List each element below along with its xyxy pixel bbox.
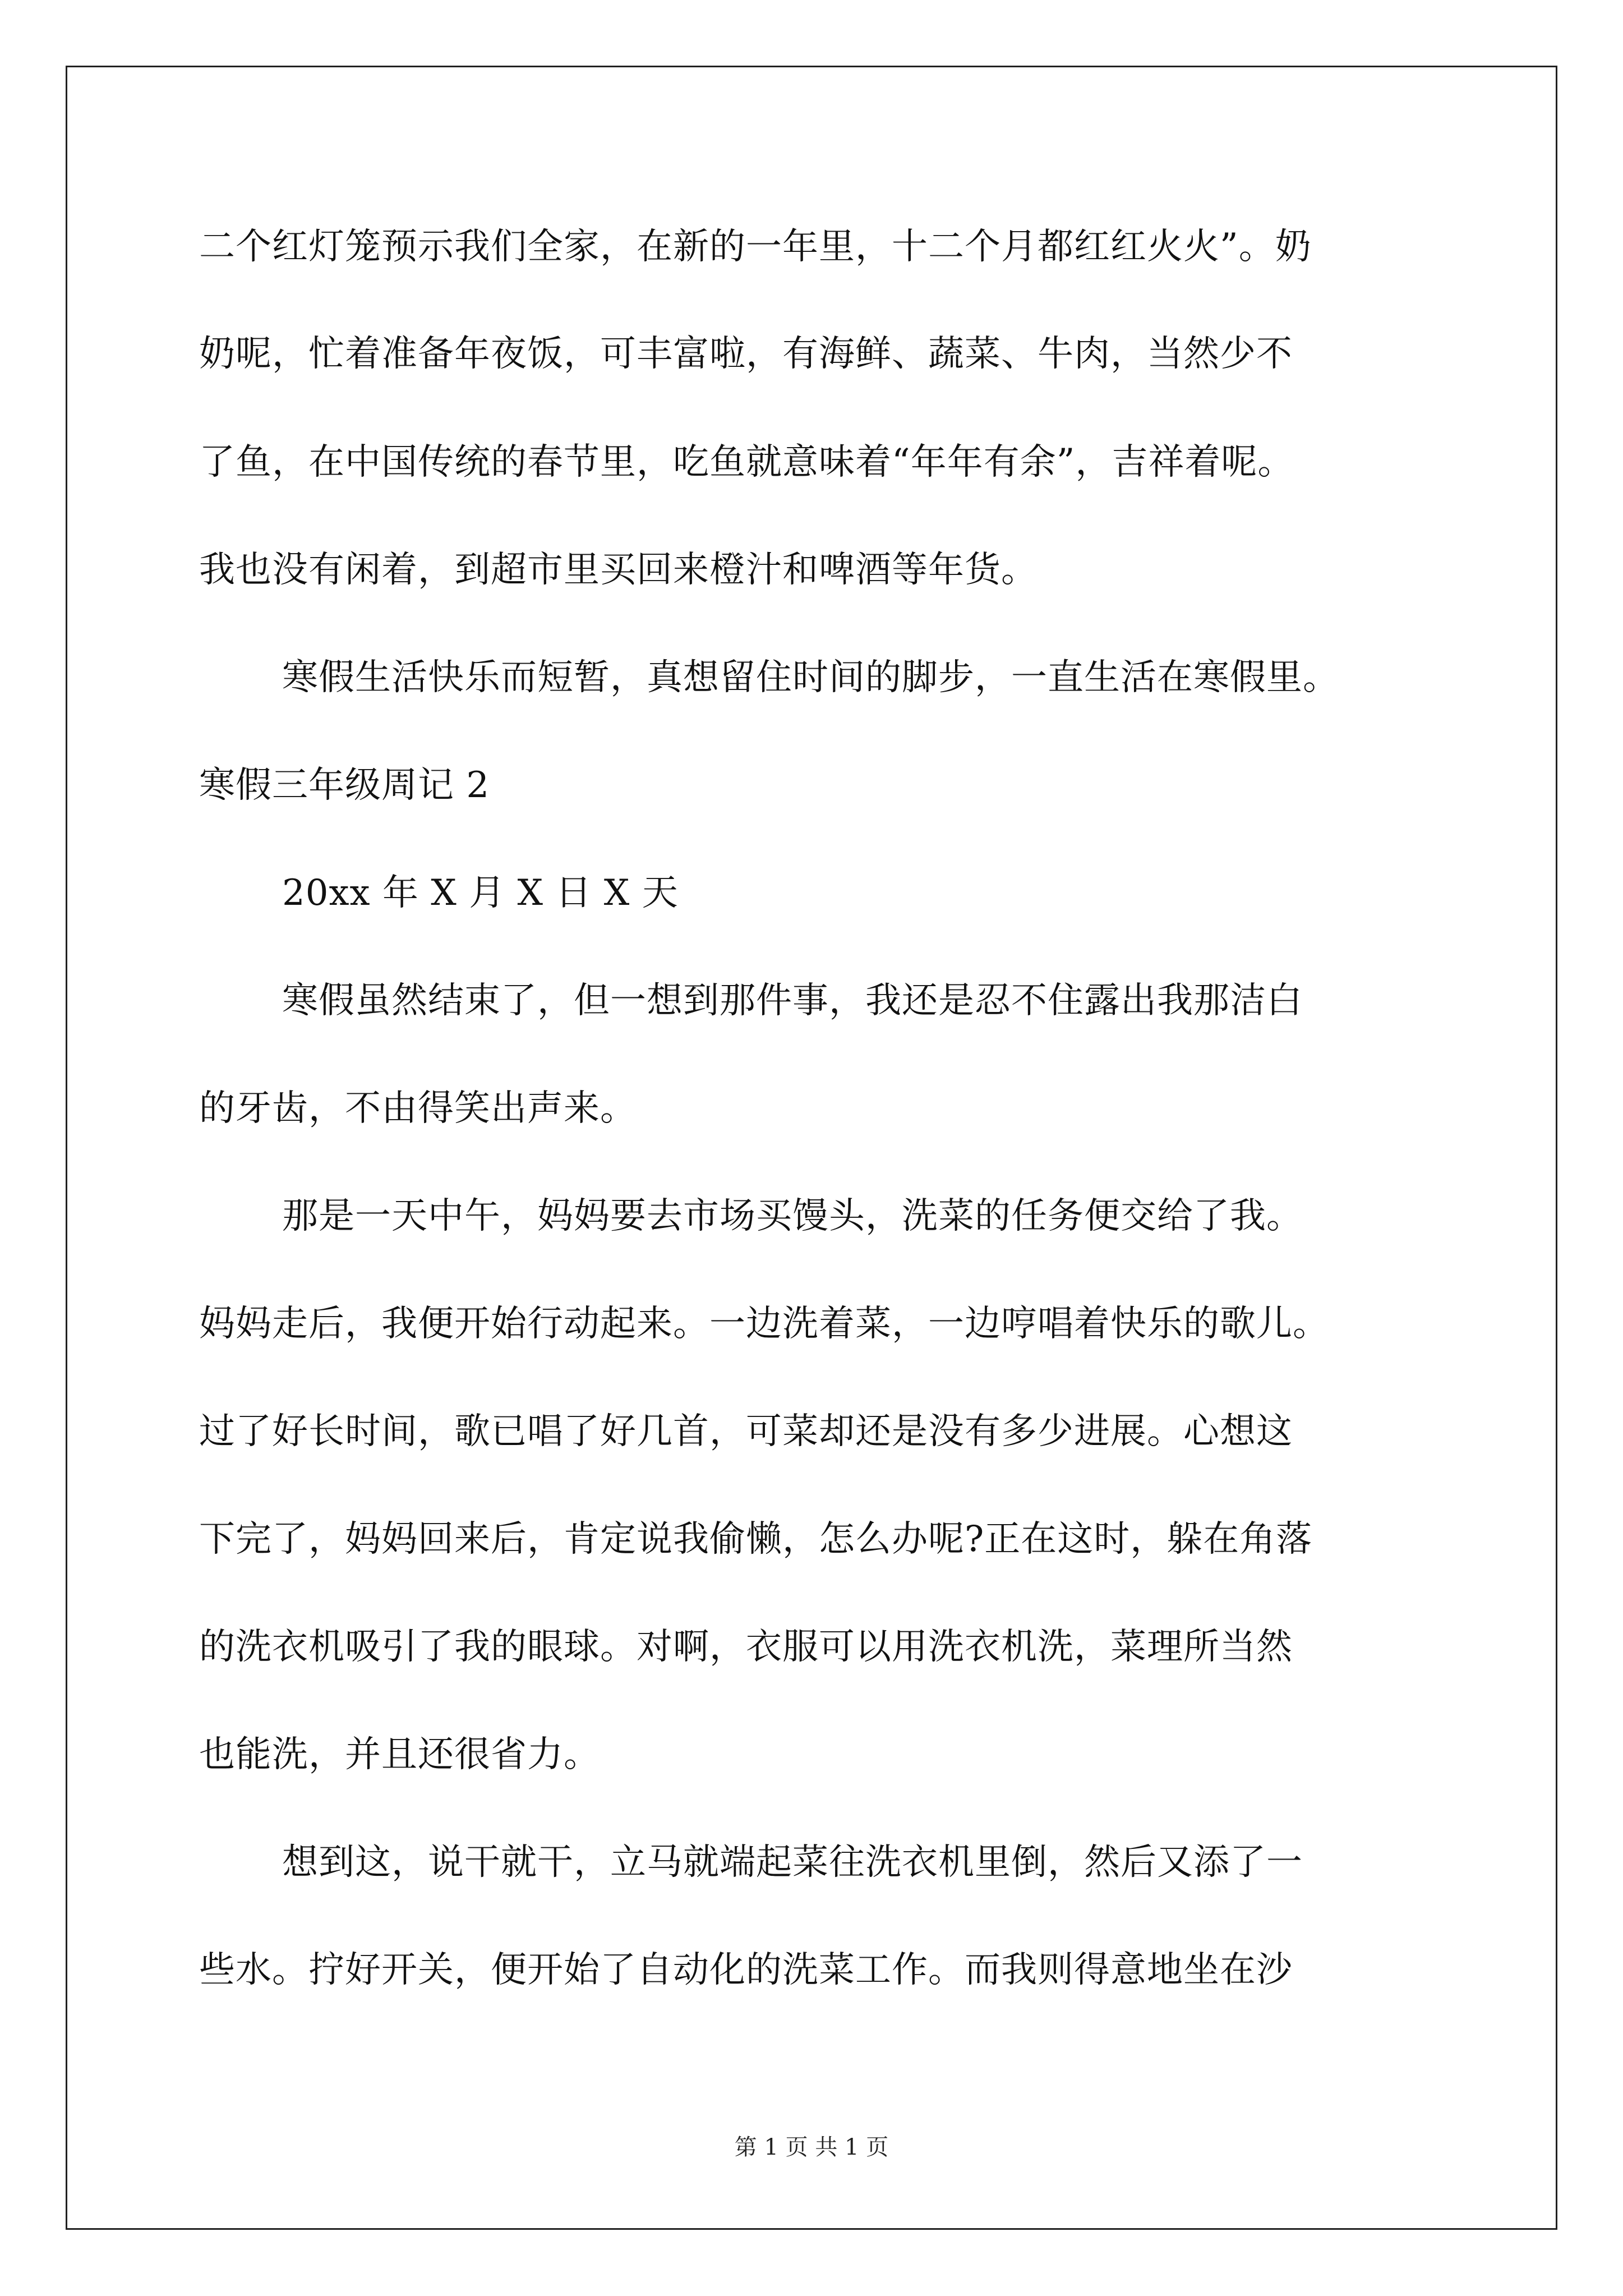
page-border — [66, 66, 1557, 2230]
text-line-11: 妈妈走后，我便开始行动起来。一边洗着菜，一边哼唱着快乐的歌儿。 — [199, 1303, 1329, 1345]
text-line-16: 想到这，说干就干，立马就端起菜往洗衣机里倒，然后又添了一 — [282, 1842, 1303, 1883]
text-line-15: 也能洗，并且还很省力。 — [199, 1734, 600, 1775]
text-line-12: 过了好长时间，歌已唱了好几首，可菜却还是没有多少进展。心想这 — [199, 1411, 1293, 1452]
text-line-9: 的牙齿，不由得笑出声来。 — [199, 1088, 637, 1129]
section-heading: 寒假三年级周记 2 — [199, 765, 490, 806]
date-line: 20xx 年 X 月 X 日 X 天 — [282, 872, 679, 914]
text-line-13: 下完了，妈妈回来后，肯定说我偷懒，怎么办呢?正在这时，躲在角落 — [199, 1519, 1313, 1560]
text-line-10: 那是一天中午，妈妈要去市场买馒头，洗菜的任务便交给了我。 — [282, 1195, 1303, 1237]
page-footer: 第 1 页 共 1 页 — [734, 2134, 889, 2160]
text-line-2: 奶呢，忙着准备年夜饭，可丰富啦，有海鲜、蔬菜、牛肉，当然少不 — [199, 333, 1293, 375]
text-line-17: 些水。拧好开关，便开始了自动化的洗菜工作。而我则得意地坐在沙 — [199, 1949, 1293, 1991]
text-line-1: 二个红灯笼预示我们全家，在新的一年里，十二个月都红红火火”。奶 — [199, 226, 1312, 268]
text-line-14: 的洗衣机吸引了我的眼球。对啊，衣服可以用洗衣机洗，菜理所当然 — [199, 1626, 1293, 1668]
text-line-3: 了鱼，在中国传统的春节里，吃鱼就意味着“年年有余”，吉祥着呢。 — [199, 441, 1294, 483]
text-line-4: 我也没有闲着，到超市里买回来橙汁和啤酒等年货。 — [199, 549, 1038, 591]
text-line-8: 寒假虽然结束了，但一想到那件事，我还是忍不住露出我那洁白 — [282, 980, 1303, 1022]
text-line-5: 寒假生活快乐而短暂，真想留住时间的脚步，一直生活在寒假里。 — [282, 657, 1339, 698]
